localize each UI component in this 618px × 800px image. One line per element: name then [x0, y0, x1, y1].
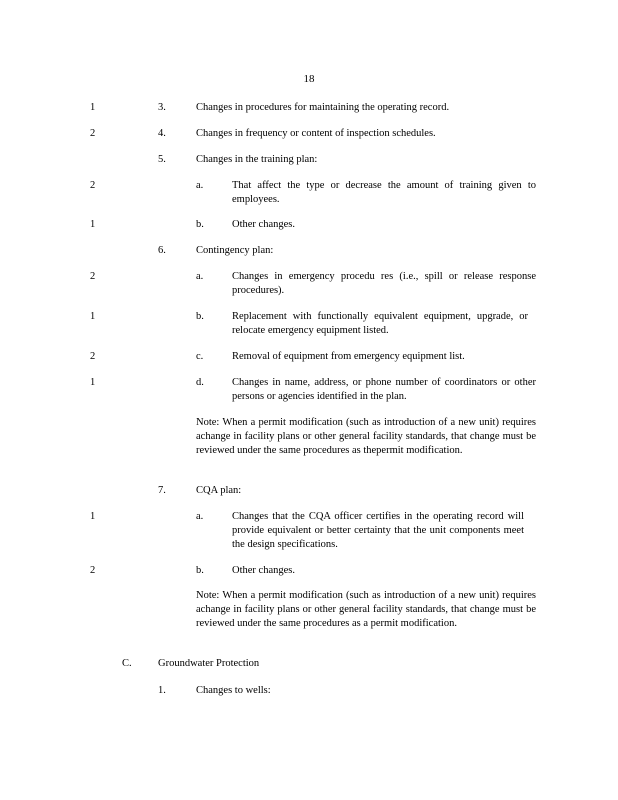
item-number: 6.: [158, 245, 166, 256]
sub-item-text: Removal of equipment from emergency equipment list.: [232, 351, 465, 362]
sub-item-letter: b.: [196, 565, 204, 576]
sub-item-letter: d.: [196, 377, 204, 388]
item-number: 1.: [158, 685, 166, 696]
sub-item-letter: b.: [196, 311, 204, 322]
item-text: Changes in the training plan:: [196, 154, 318, 165]
item-text: Changes to wells:: [196, 685, 271, 696]
sub-item-text: Changes that the CQA officer certifies in the operating record will provide equivalent or better certainty that the unit components meet the design specifications.: [232, 511, 524, 550]
sub-item-text: That affect the type or decrease the amount of training given to employees.: [232, 180, 536, 205]
note-text: Note: When a permit modification (such as introduction of a new unit) requires achange in facility plans or other general facility standards, that change must be reviewed under the same procedures as thepermit modification.: [196, 417, 536, 456]
class-label: 1: [90, 219, 96, 230]
class-label: 2: [90, 180, 96, 191]
item-number: 7.: [158, 485, 166, 496]
class-label: 2: [90, 565, 96, 576]
sub-item-letter: a.: [196, 180, 204, 191]
class-label: 1: [90, 311, 96, 322]
sub-item-text: Other changes.: [232, 219, 295, 230]
class-label: 2: [90, 128, 96, 139]
item-number: 5.: [158, 154, 166, 165]
page-number: 18: [303, 73, 315, 85]
item-text: CQA plan:: [196, 485, 242, 496]
sub-item-letter: a.: [196, 271, 204, 282]
item-number: 3.: [158, 102, 166, 113]
note-text: Note: When a permit modification (such as introduction of a new unit) requires achange in facility plans or other general facility standards, that change must be reviewed under the same procedures as a permit modification.: [196, 590, 536, 629]
class-label: 2: [90, 351, 96, 362]
item-text: Contingency plan:: [196, 245, 274, 256]
sub-item-text: Replacement with functionally equivalent equipment, upgrade, or relocate emergency equipment listed.: [232, 311, 528, 336]
item-text: Changes in procedures for maintaining the operating record.: [196, 102, 450, 113]
sub-item-text: Changes in name, address, or phone number of coordinators or other persons or agencies identified in the plan.: [232, 377, 536, 402]
sub-item-letter: c.: [196, 351, 204, 362]
sub-item-letter: b.: [196, 219, 204, 230]
sub-item-letter: a.: [196, 511, 204, 522]
section-title: Groundwater Protection: [158, 658, 260, 669]
class-label: 1: [90, 102, 96, 113]
class-label: 2: [90, 271, 96, 282]
class-label: 1: [90, 511, 96, 522]
sub-item-text: Changes in emergency procedu res (i.e., spill or release response procedures).: [232, 271, 536, 296]
class-label: 1: [90, 377, 96, 388]
item-number: 4.: [158, 128, 166, 139]
sub-item-text: Other changes.: [232, 565, 295, 576]
section-letter: C.: [122, 658, 132, 669]
item-text: Changes in frequency or content of inspection schedules.: [196, 128, 436, 139]
